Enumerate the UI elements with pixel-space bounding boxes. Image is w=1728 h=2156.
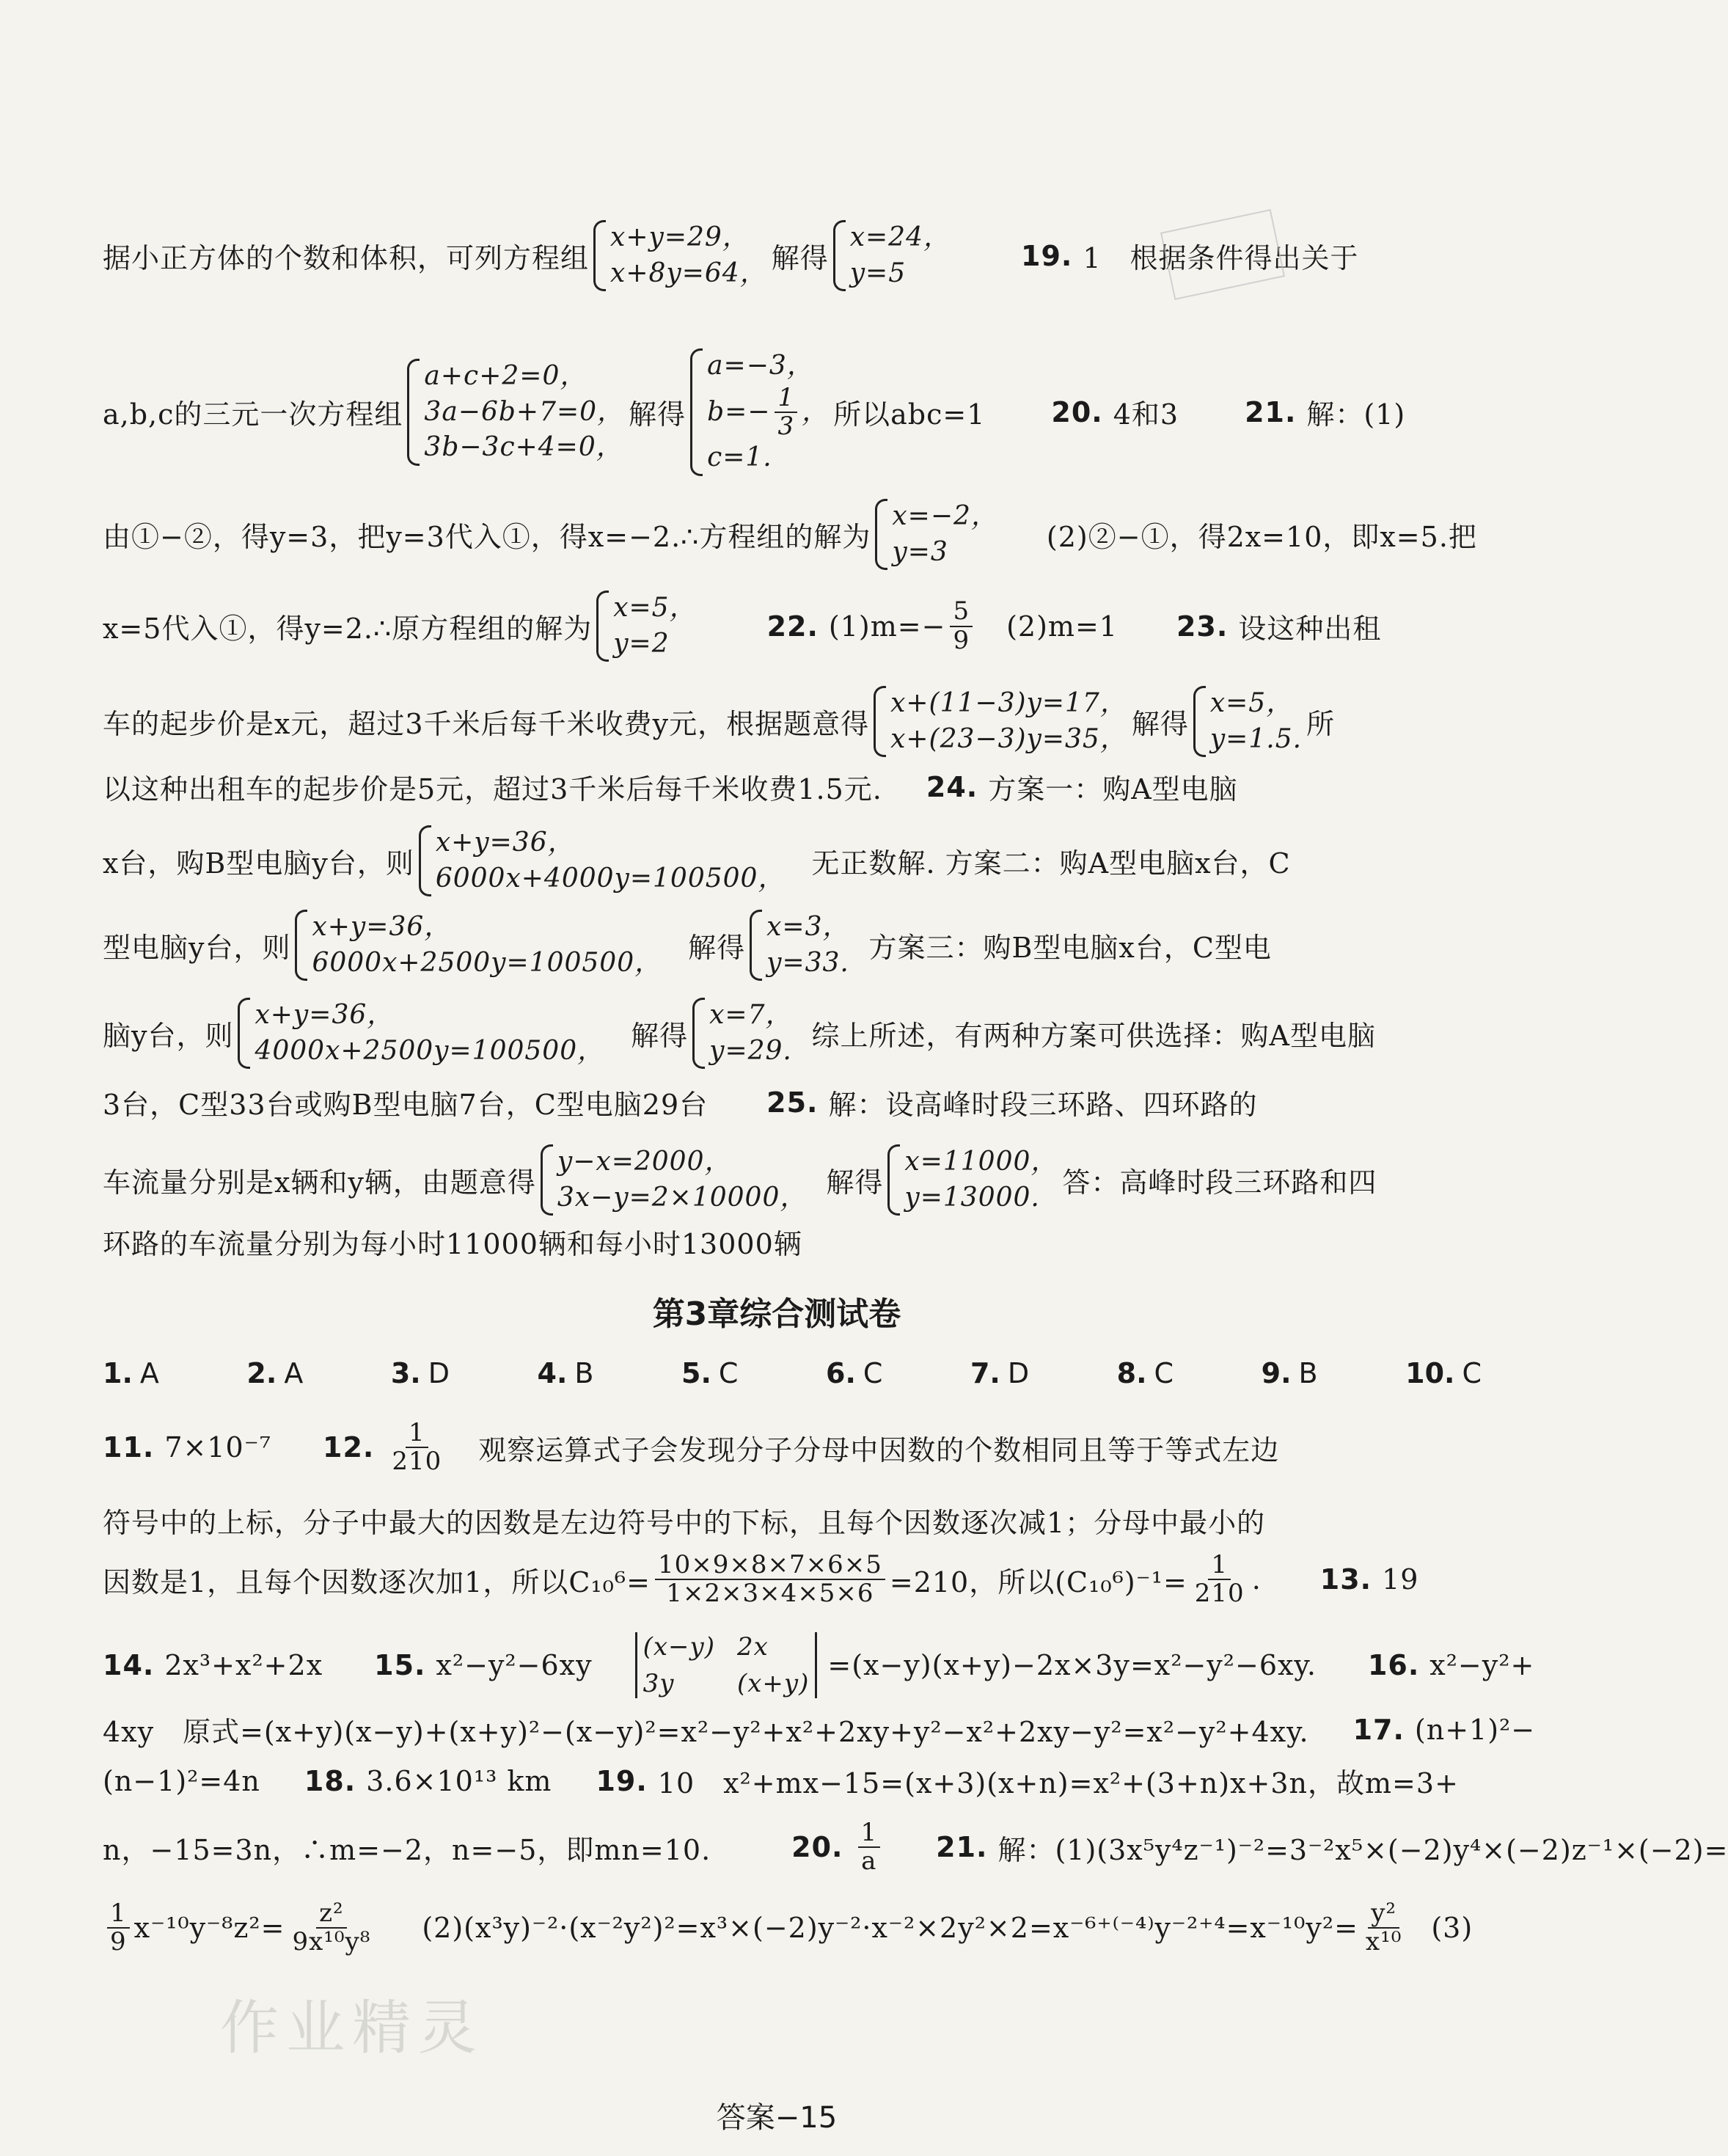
answer: x²−y²+ [1429, 1649, 1535, 1681]
question-number: 19. [1021, 239, 1073, 272]
text: 4和3 [1113, 398, 1179, 431]
solution-system: x=24， y=5 [833, 220, 951, 291]
answer-item: 7. D [970, 1357, 1030, 1389]
equation-system: x+(11−3)y=17， x+(23−3)y=35， [874, 686, 1127, 757]
answer: 2x³+x²+2x [164, 1649, 323, 1681]
text: 脑y台，则 [103, 1020, 234, 1053]
text: (2)m=1 [1006, 610, 1118, 643]
text: x⁻¹⁰y⁻⁸z²= [133, 1912, 285, 1945]
text-line [103, 998, 1482, 1069]
solution-system: x=7， y=29. [692, 998, 792, 1069]
text-line [103, 1552, 1482, 1608]
text-line [103, 499, 1482, 570]
equation-system: y−x=2000， 3x−y=2×10000， [541, 1144, 807, 1216]
text-line [103, 591, 1482, 662]
question-number: 15. [374, 1649, 426, 1681]
text: 解得 [631, 1020, 689, 1053]
text-line [103, 767, 1482, 807]
answer: 3.6×10¹³ km [366, 1764, 552, 1797]
answer-item: 5. C [681, 1357, 739, 1389]
answer-item: 1. A [103, 1357, 159, 1389]
text: 由①−②，得y=3，把y=3代入①，得x=−2.∴方程组的解为 [103, 521, 871, 554]
watermark: 作业精灵 [220, 1994, 484, 2062]
text: 解：(1) [1306, 398, 1406, 431]
equation-system: x+y=29， x+8y=64， [593, 220, 767, 291]
text: (3) [1431, 1912, 1473, 1945]
text: (n−1)²=4n [103, 1764, 260, 1797]
text: 解得 [1131, 708, 1189, 741]
text-line [103, 910, 1482, 981]
text: 解得 [629, 398, 687, 431]
text: 解得 [771, 242, 829, 275]
answer: 19 [1382, 1563, 1419, 1596]
text: 型电脑y台，则 [103, 932, 291, 965]
fraction: $\frac{1}{210}$ [1194, 1550, 1245, 1609]
text: n，−15=3n，∴m=−2，n=−5，即mn=10. [103, 1833, 711, 1866]
equation-system: a+c+2=0， 3a−6b+7=0， 3b−3c+4=0， [407, 359, 624, 466]
text: a,b,c的三元一次方程组 [103, 398, 403, 431]
question-number: 18. [304, 1764, 356, 1797]
text: =(x−y)(x+y)−2x×3y=x²−y²−6xy. [827, 1649, 1317, 1681]
question-number: 21. [936, 1831, 988, 1864]
text: 解：(1)(3x⁵y⁴z⁻¹)⁻²=3⁻²x⁵×(−2)y⁴×(−2)z⁻¹×(−2)= [997, 1833, 1728, 1866]
text: 3台，C型33台或购B型电脑7台，C型电脑29台 [103, 1089, 709, 1121]
text-line [103, 1900, 1482, 1956]
text: 所以abc=1 [833, 398, 986, 431]
text: 1 根据条件得出关于 [1083, 242, 1359, 275]
solution-system: a=−3， b=− $\frac{1}{3}$ ， c=1. [690, 348, 829, 476]
text: (2)②−①，得2x=10，即x=5.把 [1046, 521, 1477, 554]
text-line [103, 1818, 1728, 1877]
text: 车流量分别是x辆和y辆，由题意得 [103, 1166, 536, 1199]
question-number: 17. [1352, 1713, 1405, 1746]
text: 无正数解. 方案二：购A型电脑x台，C [811, 847, 1291, 880]
fraction: $\frac{10\times 9\times 8\times 7\times 6\times 5}{1\times 2\times 3\times 4\times 5\times 6}$ [655, 1552, 885, 1608]
fraction: $\frac{1}{a}$ [858, 1819, 881, 1876]
fraction: $\frac{\text{z²}}{\text{9x¹⁰y⁸}}$ [292, 1899, 371, 1957]
text: 观察运算式子会发现分子分母中因数的个数相同且等于等式左边 [478, 1433, 1280, 1466]
question-number: 11. [103, 1431, 155, 1464]
question-number: 12. [323, 1431, 375, 1464]
equation-system: x+y=36， 4000x+2500y=100500， [238, 998, 604, 1069]
solution-system: x=3， y=33. [750, 910, 849, 981]
solution-system: x=−2， y=3 [875, 499, 998, 570]
text: 设这种出租 [1238, 613, 1382, 646]
question-number: 23. [1176, 610, 1229, 643]
equation-system: x+y=36， 6000x+2500y=100500， [295, 910, 662, 981]
equation-system: x+y=36， 6000x+4000y=100500， [419, 825, 786, 896]
page-footer: 答案−15 [716, 2101, 838, 2135]
text: 解得 [688, 932, 746, 965]
text: x=5代入①，得y=2.∴原方程组的解为 [103, 613, 593, 646]
text-line [103, 825, 1482, 896]
answer-item: 10. C [1405, 1357, 1482, 1389]
text: 据小正方体的个数和体积，可列方程组 [103, 242, 590, 275]
text-line [103, 1221, 1482, 1262]
text: 综上所述，有两种方案可供选择：购A型电脑 [811, 1020, 1376, 1053]
text: 方案一：购A型电脑 [988, 773, 1238, 805]
text: (1)m=− [828, 610, 946, 643]
question-number: 20. [1051, 395, 1103, 428]
fraction: $\frac{\text{y²}}{\text{x¹⁰}}$ [1365, 1899, 1402, 1957]
solution-system: x=5， y=1.5. [1193, 686, 1302, 757]
text-line [103, 1632, 1535, 1698]
text: 车的起步价是x元，超过3千米后每千米收费y元，根据题意得 [103, 708, 870, 741]
text-line [103, 686, 1482, 757]
determinant: (x−y) 2x 3y (x+y) [629, 1632, 824, 1698]
answer: (n+1)²− [1414, 1713, 1536, 1746]
solution-system: x=11000， y=13000. [887, 1144, 1058, 1216]
question-number: 24. [926, 770, 978, 803]
text-line [103, 1709, 1536, 1750]
question-number: 13. [1319, 1563, 1372, 1596]
text: =210，所以(C₁₀⁶)⁻¹= [889, 1565, 1187, 1598]
text: 10 x²+mx−15=(x+3)(x+n)=x²+(3+n)x+3n，故m=3+ [657, 1767, 1459, 1799]
text: 以这种出租车的起步价是5元，超过3千米后每千米收费1.5元. [103, 773, 882, 805]
text: 答：高峰时段三环路和四 [1062, 1166, 1377, 1199]
answer: x²−y²−6xy [436, 1649, 593, 1681]
answer-item: 4. B [537, 1357, 594, 1389]
text-line [103, 1761, 1482, 1801]
text-line [103, 1082, 1482, 1122]
question-number: 22. [766, 610, 819, 643]
text-line [103, 1500, 1482, 1541]
text: 因数是1，且每个因数逐次加1，所以C₁₀⁶= [103, 1565, 651, 1598]
text: 环路的车流量分别为每小时11000辆和每小时13000辆 [103, 1228, 802, 1260]
text: 方案三：购B型电脑x台，C型电 [868, 932, 1272, 965]
question-number: 20. [791, 1831, 843, 1864]
text: x台，购B型电脑y台，则 [103, 847, 414, 880]
text: . [1251, 1563, 1262, 1596]
text-line [103, 348, 1482, 476]
fraction: $\frac{1}{9}$ [107, 1900, 130, 1956]
text: 符号中的上标，分子中最大的因数是左边符号中的下标，且每个因数逐次减1；分母中最小的 [103, 1507, 1266, 1539]
choice-answers [103, 1357, 1482, 1389]
solution-system: x=5， y=2 [596, 591, 696, 662]
answer-item: 9. B [1261, 1357, 1318, 1389]
text: (2)(x³y)⁻²·(x⁻²y²)²=x³×(−2)y⁻²·x⁻²×2y²×2=x⁻⁶⁺⁽⁻⁴⁾y⁻²⁺⁴=x⁻¹⁰y²= [422, 1912, 1358, 1945]
question-number: 25. [766, 1086, 819, 1119]
answer-item: 2. A [246, 1357, 304, 1389]
text: 解：设高峰时段三环路、四环路的 [828, 1089, 1258, 1121]
text: 4xy 原式=(x+y)(x−y)+(x+y)²−(x−y)²=x²−y²+x²+2xy+y²−x²+2xy−y²=x²−y²+4xy. [103, 1716, 1309, 1748]
fraction: $\frac{5}{9}$ [950, 598, 973, 654]
answer-item: 8. C [1116, 1357, 1174, 1389]
question-number: 21. [1245, 395, 1297, 428]
text-line [103, 1419, 1482, 1476]
fraction: $\frac{1}{210}$ [392, 1418, 442, 1477]
answer-item: 3. D [390, 1357, 450, 1389]
text: 解得 [826, 1166, 884, 1199]
section-title: 第3章综合测试卷 [652, 1296, 901, 1333]
question-number: 19. [596, 1764, 648, 1797]
answer: 7×10⁻⁷ [164, 1431, 271, 1464]
question-number: 14. [103, 1649, 155, 1681]
text: 所 [1306, 708, 1336, 741]
question-number: 16. [1367, 1649, 1420, 1681]
text-line [103, 1144, 1482, 1216]
answer-item: 6. C [826, 1357, 883, 1389]
